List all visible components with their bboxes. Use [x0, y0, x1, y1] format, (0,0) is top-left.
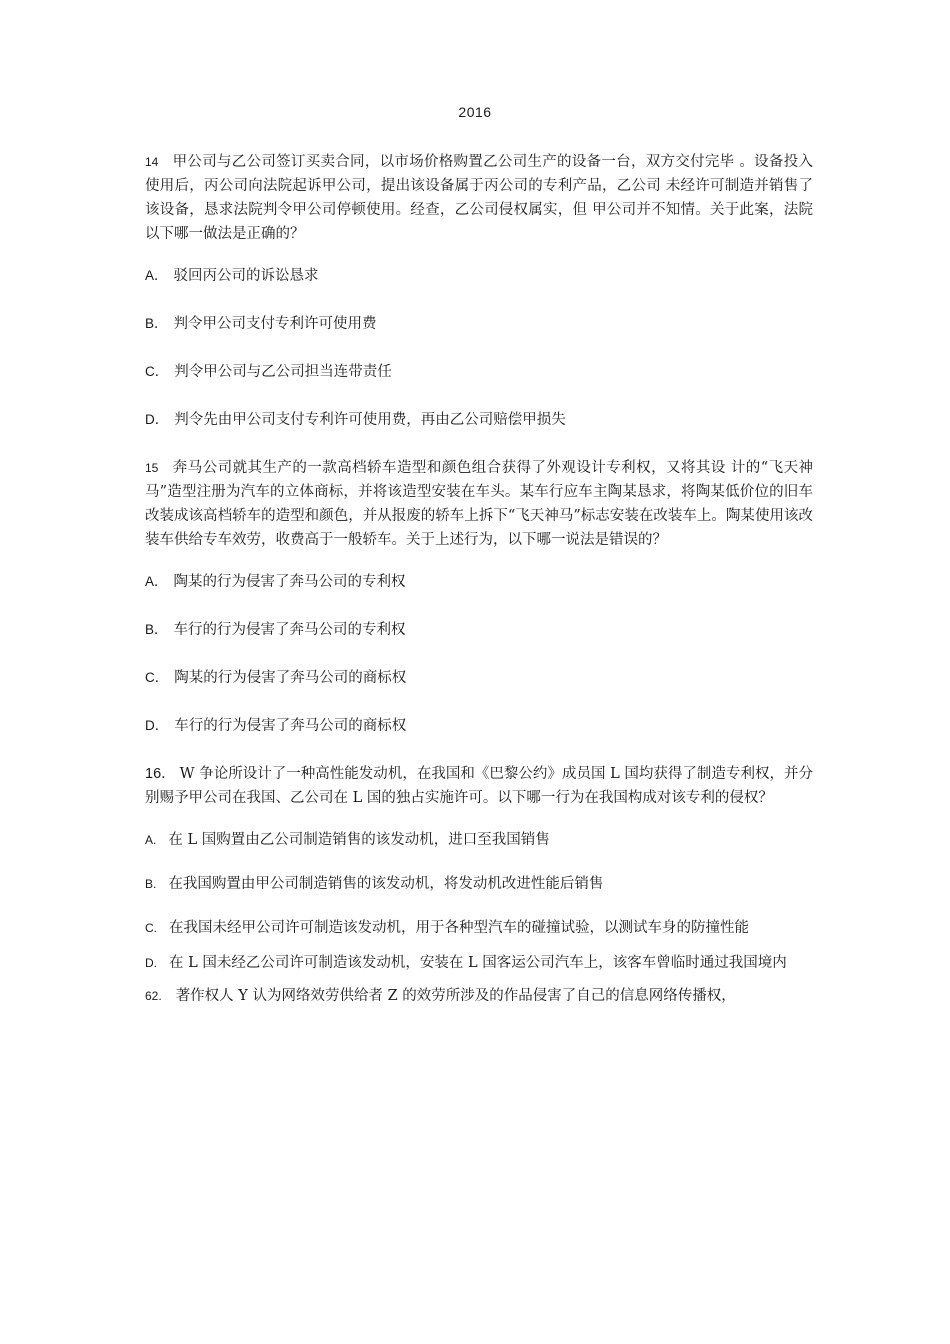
option-label: D．	[145, 412, 169, 427]
option-text: 判令先由甲公司支付专利许可使用费，再由乙公司赔偿甲损失	[174, 412, 566, 428]
option-d	[145, 951, 813, 975]
option-label: B．	[145, 316, 168, 331]
document-body	[145, 150, 813, 1026]
option-d	[145, 408, 813, 432]
option-text: 判令甲公司支付专利许可使用费	[173, 316, 377, 332]
question-text: 甲公司与乙公司签订买卖合同，以市场价格购置乙公司生产的设备一台，双方交付完毕 。设备投入使用后，丙公司向法院起诉甲公司，提出该设备属于丙公司的专利产品，乙公司 未经许可制造并销售了该设备，恳求法院判令甲公司停顿使用。经查，乙公司侵权属实，但 甲公司并不知情。关于此案，法院以下哪一做法是正确的？	[145, 154, 813, 242]
document-year: 2016	[458, 104, 492, 120]
option-label: A．	[145, 268, 168, 283]
option-text: 在我国未经甲公司许可制造该发动机，用于各种型汽车的碰撞试验，以测试车身的防撞性能	[169, 920, 749, 936]
option-a	[145, 570, 813, 594]
option-c	[145, 916, 813, 940]
option-text: 车行的行为侵害了奔马公司的专利权	[173, 622, 406, 638]
option-a	[145, 828, 813, 852]
option-text: 车行的行为侵害了奔马公司的商标权	[174, 718, 407, 734]
option-label: C.	[145, 921, 157, 935]
option-text: 陶某的行为侵害了奔马公司的商标权	[174, 670, 407, 686]
option-b	[145, 618, 813, 642]
option-label: B.	[145, 877, 157, 891]
question-16	[145, 762, 813, 810]
option-label: D.	[145, 956, 157, 970]
question-number: 16．	[145, 766, 176, 782]
option-label: D．	[145, 718, 169, 733]
question-number: 14	[145, 155, 159, 169]
option-text: 在 L 国购置由乙公司制造销售的该发动机，进口至我国销售	[168, 832, 550, 848]
question-62	[145, 984, 813, 1008]
question-text: W 争论所设计了一种高性能发动机，在我国和《巴黎公约》成员国 L 国均获得了制造专利权，并分别赐予甲公司在我国、乙公司在 L 国的独占实施许可。以下哪一行为在我国构成对该专利的侵权？	[145, 766, 813, 806]
question-number: 15	[145, 461, 159, 475]
option-label: A.	[145, 833, 157, 847]
option-label: A．	[145, 574, 168, 589]
option-text: 陶某的行为侵害了奔马公司的专利权	[173, 574, 406, 590]
option-text: 判令甲公司与乙公司担当连带责任	[174, 364, 392, 380]
question-15	[145, 456, 813, 552]
option-d	[145, 714, 813, 738]
option-text: 在我国购置由甲公司制造销售的该发动机，将发动机改进性能后销售	[168, 876, 604, 892]
question-text: 奔马公司就其生产的一款高档轿车造型和颜色组合获得了外观设计专利权，又将其设 计的“飞天神马”造型注册为汽车的立体商标，并将该造型安装在车头。某车行应车主陶某恳求，将陶某低价位的旧车改装成该高档轿车的造型和颜色，并从报废的轿车上拆下“飞天神马”标志安装在改装车上。陶某使用该改装车供给专车效劳，收费高于一般轿车。关于上述行为，以下哪一说法是错误的？	[145, 460, 813, 548]
option-label: C．	[145, 670, 169, 685]
option-label: C．	[145, 364, 169, 379]
question-text: 著作权人 Y 认为网络效劳供给者 Z 的效劳所涉及的作品侵害了自己的信息网络传播权，	[175, 988, 736, 1004]
option-text: 驳回丙公司的诉讼恳求	[173, 268, 319, 284]
option-c	[145, 666, 813, 690]
option-c	[145, 360, 813, 384]
option-a	[145, 264, 813, 288]
question-number: 62.	[145, 989, 162, 1003]
option-text: 在 L 国未经乙公司许可制造该发动机，安装在 L 国客运公司汽车上，该客车曾临时通过我国境内	[169, 955, 787, 971]
question-14	[145, 150, 813, 246]
option-b	[145, 312, 813, 336]
option-b	[145, 872, 813, 896]
option-label: B．	[145, 622, 168, 637]
